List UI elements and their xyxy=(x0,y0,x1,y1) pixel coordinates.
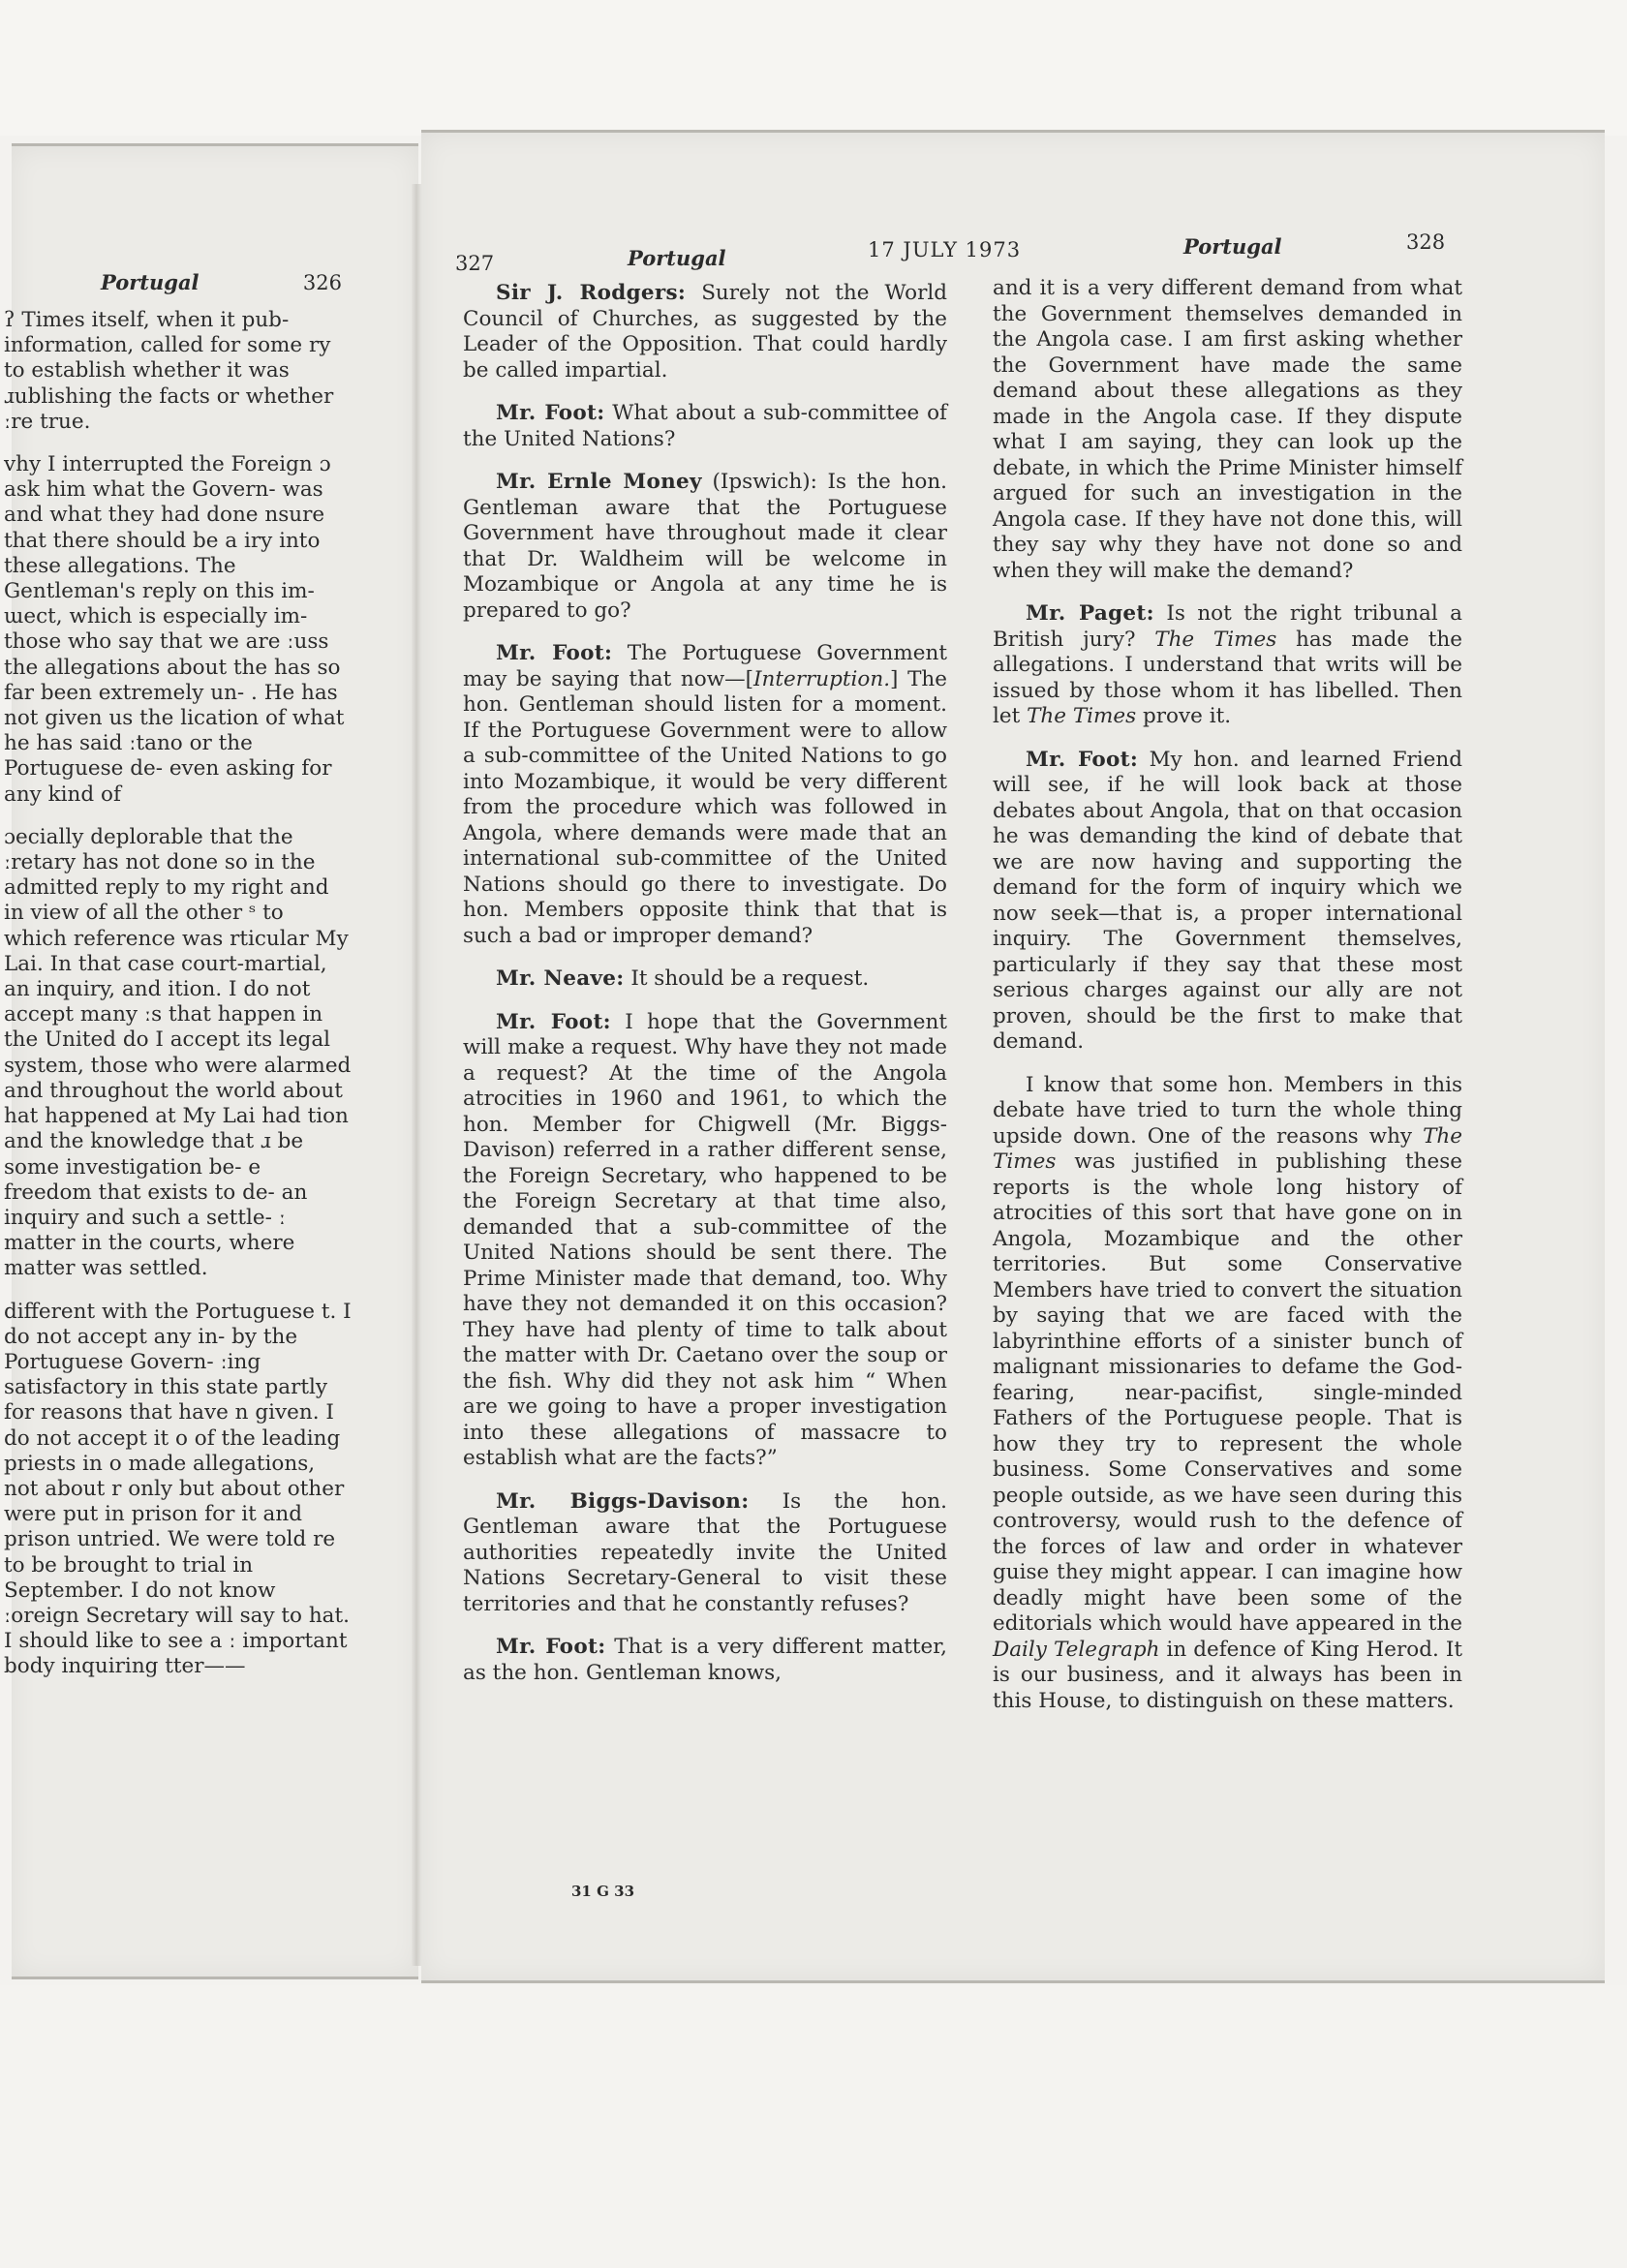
speaker-name: Sir J. Rodgers: xyxy=(496,281,687,305)
speaker-name: Mr. Foot: xyxy=(496,641,613,665)
speech-paragraph xyxy=(463,1489,947,1618)
speech-text: It should be a request. xyxy=(624,966,870,991)
speech-text: My hon. and learned Friend will see, if he will look back at those debates about Angola, that on that occasion he was demanding the kind of debate that we are now having and supporting the demand for the form of inquiry which we now seek—that is, a proper international inquiry. The Government themselves, particularly if they say that these most serious charges against our ally are not proven, should be the first to make that demand. xyxy=(993,747,1462,1054)
scan-background-bottom xyxy=(0,1985,1627,2268)
left-paragraph: ʔ Times itself, when it pub- information, called for some ry to establish whether it was ɹublishing the facts or whether ːre true. xyxy=(4,308,334,434)
speech-text: What about a sub-committee of the United Nations? xyxy=(463,401,947,451)
speaker-name: Mr. Foot: xyxy=(496,401,605,425)
speech-paragraph xyxy=(993,1073,1462,1715)
left-paragraph: different with the Portuguese t. I do not accept any in- by the Portuguese Govern- ːing satisfactory in this state partly for reasons that have n given. I do not accept it o of the leading priests in o made allegations, not about r only but about other were put in prison for it and prison untried. We were told re to be brought to trial in September. I do not know ːoreign Secretary will say to hat. I should like to see a ː important body inquiring tter—— xyxy=(4,1299,352,1679)
newspaper-title: The Times xyxy=(1027,704,1137,728)
mid-column-title: Portugal xyxy=(628,246,726,270)
right-column xyxy=(993,276,1462,1732)
left-page-number: 326 xyxy=(302,271,342,294)
page-number-327: 327 xyxy=(455,252,495,275)
speech-text: I know that some hon. Members in this debate have tried to turn the whole thing upside down. One of the reasons why xyxy=(993,1072,1462,1149)
footer-code: 31 G 33 xyxy=(571,1883,635,1900)
speech-paragraph xyxy=(993,748,1462,1056)
speaker-name: Mr. Biggs-Davison: xyxy=(496,1488,750,1514)
left-paragraph: ɔecially deplorable that the ːretary has not done so in the admitted reply to my right and in view of all the other ˢ to which reference was rticular My Lai. In that case court-martial, an inquiry, and ition. I do not accept many ːs that happen in the United do I accept its legal system, those who were alarmed and throughout the world about hat happened at My Lai had tion and the knowledge that ɹ be some investigation be- e freedom that exists to de- an inquiry and such a settle- ː matter in the courts, where matter was settled. xyxy=(4,824,352,1281)
speaker-name: Mr. Neave: xyxy=(496,966,625,991)
book-gutter xyxy=(412,184,421,1966)
speech-text: has made the allegations. I understand that writs will be issued by those whom it has libelled. Then let xyxy=(993,627,1463,728)
scan-background-top xyxy=(0,0,1627,136)
speech-paragraph xyxy=(463,470,947,624)
speaker-name: Mr. Foot: xyxy=(496,1635,606,1659)
speech-text: (Ipswich): Is the hon. Gentleman aware that the Portuguese Government have throughout made it clear that Dr. Waldheim will be welcome in Mozambique or Angola at any time he is prepared to go? xyxy=(463,470,947,623)
speech-paragraph xyxy=(463,1635,947,1686)
speech-paragraph xyxy=(463,401,947,452)
right-column-title: Portugal xyxy=(1183,234,1282,259)
speech-text: I hope that the Government will make a request. Why have they not made a request? At the time of the Angola atrocities in 1960 and 1961, to which the hon. Member for Chigwell (Mr. Biggs-Davison) referred in a rather different sense, the Foreign Secretary, who happened to be the Foreign Secretary at that time also, demanded that a sub-committee of the United Nations should be sent there. The Prime Minister made that demand, too. Why have they not demanded it on this occasion? They have had plenty of time to talk about the matter with Dr. Caetano over the soup or the fish. Why did they not ask him “ When are we going to have a proper investigation into these allegations of massacre to establish what are the facts?” xyxy=(463,1009,947,1470)
speech-text: Surely not the World Council of Churches, as suggested by the Leader of the Opposition. That could hardly be called impartial. xyxy=(463,281,947,383)
speaker-name: Mr. Foot: xyxy=(496,1009,611,1034)
speaker-name: Mr. Paget: xyxy=(1026,601,1154,626)
sitting-date: 17 JULY 1973 xyxy=(868,238,1022,261)
newspaper-title: Daily Telegraph xyxy=(993,1637,1160,1662)
left-page-title: Portugal xyxy=(101,270,200,294)
speech-paragraph xyxy=(463,641,947,949)
speech-paragraph xyxy=(463,1010,947,1472)
newspaper-title: The Times xyxy=(993,1123,1462,1174)
speaker-name: Mr. Foot: xyxy=(1026,747,1139,772)
page-number-328: 328 xyxy=(1406,230,1446,254)
speech-text: was justified in publishing these reports is the whole long history of atrocities of this sort that have gone on in Angola, Mozambique and the other territories. But some Conservative Members have tried to convert the situation by saying that we are faced with the labyrinthine efforts of a sinister bunch of malignant missionaries to defame the God-fearing, near-pacifist, single-minded Fathers of the Portuguese people. That is how they try to represent the whole business. Some Conservatives and some people outside, as we have seen during this controversy, would rush to the defence of the forces of law and order in whatever guise they might appear. I can imagine how deadly might have been some of the editorials which would have appeared in the xyxy=(993,1149,1462,1636)
speech-text: prove it. xyxy=(1136,704,1232,728)
speech-text: Is the hon. Gentleman aware that the Portuguese authorities repeatedly invite the United Nations Secretary-General to visit these territories and that he constantly refuses? xyxy=(463,1488,947,1616)
speech-text: Is not the right tribunal a British jury? xyxy=(993,601,1462,652)
speech-paragraph: and it is a very different demand from what the Government themselves demanded in the Angola case. I am first asking whether the Government have made the same demand about these allegations as they made in the Angola case. If they dispute what I am saying, they can look up the debate, in which the Prime Minister himself argued for such an investigation in the Angola case. If they have not done this, will they say why they have not done so and when they will make the demand? xyxy=(993,276,1462,583)
speech-text: in defence of King Herod. It is our business, and it always has been in this House, to distinguish on these matters. xyxy=(993,1637,1462,1713)
speech-text: ] The hon. Gentleman should listen for a moment. If the Portuguese Government were to allow a sub-committee of the United Nations to go into Mozambique, it would be very different from the procedure which was followed in Angola, where demands were made that an international sub-committee of the United Nations should go there to investigate. Do hon. Members opposite think that that is such a bad or improper demand? xyxy=(463,666,947,948)
left-paragraph: vhy I interrupted the Foreign ɔ ask him what the Govern- was and what they had done nsure that there should be a iry into these allegations. The Gentleman's reply on this im- ɯect, which is especially im- those who say that we are ːuss the allegations about the has so far been extremely un- . He has not given us the lication of what he has said ːtano or the Portuguese de- even asking for any kind of xyxy=(4,452,345,807)
speech-text: That is a very different matter, as the hon. Gentleman knows, xyxy=(463,1635,947,1685)
speech-text: The Portuguese Government may be saying that now—[ xyxy=(463,641,947,691)
left-page-header xyxy=(101,270,342,294)
speech-paragraph xyxy=(993,601,1462,730)
left-page-column xyxy=(4,308,353,1698)
mid-column xyxy=(463,281,947,1703)
speech-paragraph xyxy=(463,966,947,993)
speech-paragraph xyxy=(463,281,947,383)
interruption-note: Interruption. xyxy=(753,666,891,691)
speaker-name: Mr. Ernle Money xyxy=(496,470,702,494)
newspaper-title: The Times xyxy=(1154,627,1277,652)
